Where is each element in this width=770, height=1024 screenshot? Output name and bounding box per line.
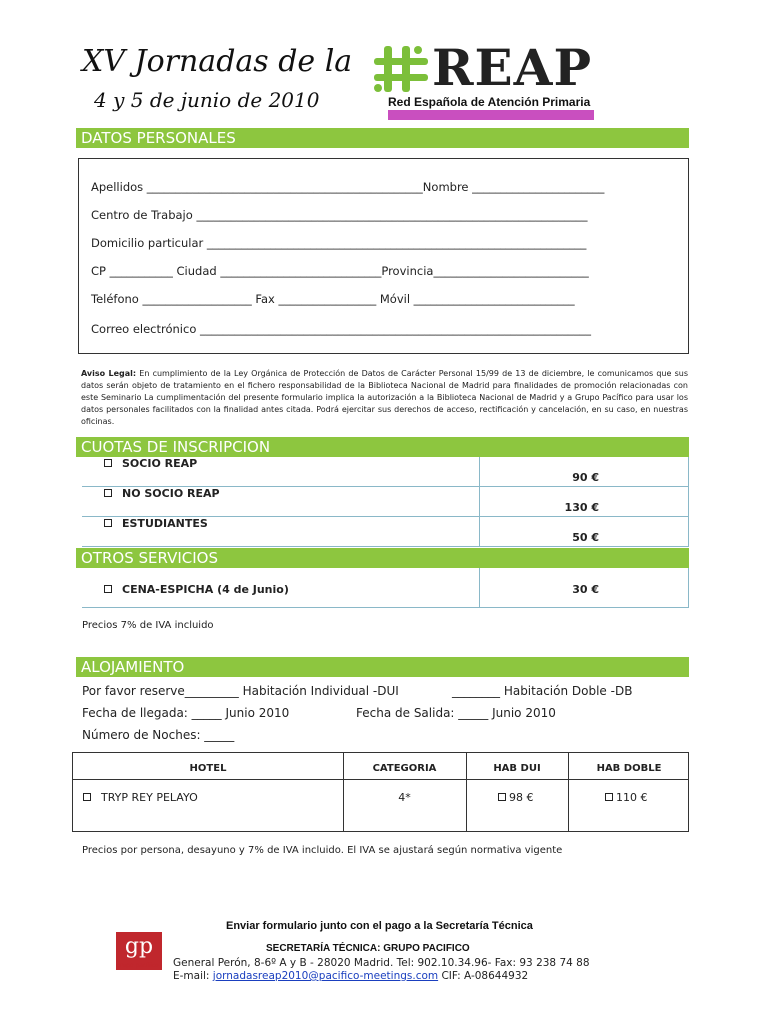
- secretaria-title: SECRETARÍA TÉCNICA: GRUPO PACIFICO: [266, 943, 470, 954]
- fee-option[interactable]: [104, 583, 289, 596]
- grupo-pacifico-logo-sub: grupo pacífico: [116, 962, 159, 969]
- reap-logo-bar: [388, 110, 594, 120]
- section-otros-servicios: OTROS SERVICIOS: [76, 548, 689, 568]
- th-hab-doble: HAB DOBLE: [596, 763, 662, 774]
- legal-label: Aviso Legal:: [81, 369, 137, 378]
- fee-label: NO SOCIO REAP: [122, 487, 220, 500]
- checkbox-icon[interactable]: [605, 793, 613, 801]
- fee-row: [82, 457, 689, 487]
- fecha-salida[interactable]: Fecha de Salida: _____ Junio 2010: [356, 706, 556, 720]
- th-hotel: HOTEL: [189, 763, 227, 774]
- fee-option[interactable]: [104, 517, 208, 530]
- fee-row: [82, 578, 689, 608]
- section-alojamiento: ALOJAMIENTO: [76, 657, 689, 677]
- numero-noches[interactable]: Número de Noches: _____: [82, 728, 235, 742]
- section-datos-personales: DATOS PERSONALES: [76, 128, 689, 148]
- td-hotel[interactable]: [83, 791, 198, 804]
- fee-row: [82, 487, 689, 517]
- hab-dui-price: 98 €: [509, 791, 534, 804]
- checkbox-icon[interactable]: [83, 793, 91, 801]
- th-categoria: CATEGORIA: [372, 763, 437, 774]
- address-line: General Perón, 8-6º A y B - 28020 Madrid. Tel: 902.10.34.96- Fax: 93 238 74 88: [173, 957, 590, 969]
- reserve-doble[interactable]: ________ Habitación Doble -DB: [452, 684, 633, 698]
- reserve-individual[interactable]: Por favor reserve_________ Habitación Individual -DUI: [82, 684, 399, 698]
- iva-note: Precios 7% de IVA incluido: [82, 620, 214, 631]
- checkbox-icon[interactable]: [104, 459, 112, 467]
- fee-option[interactable]: [104, 457, 197, 470]
- email-link[interactable]: jornadasreap2010@pacifico-meetings.com: [212, 970, 439, 982]
- hotel-table-header-line: [73, 779, 688, 780]
- fee-label: ESTUDIANTES: [122, 517, 208, 530]
- field-telefono-fax-movil[interactable]: Teléfono ___________________ Fax _________________ Móvil ____________________________: [91, 292, 575, 306]
- fee-label: SOCIO REAP: [122, 457, 198, 470]
- hab-doble-price: 110 €: [616, 791, 648, 804]
- event-title: XV Jornadas de la: [82, 44, 353, 79]
- checkbox-icon[interactable]: [104, 489, 112, 497]
- checkbox-icon[interactable]: [498, 793, 506, 801]
- fee-label: CENA-ESPICHA (4 de Junio): [122, 583, 289, 596]
- th-hab-dui: HAB DUI: [493, 763, 541, 774]
- grupo-pacifico-logo: gp: [116, 932, 162, 970]
- cif: CIF: A-08644932: [438, 970, 529, 982]
- send-instructions: Enviar formulario junto con el pago a la Secretaría Técnica: [226, 920, 533, 932]
- field-centro-trabajo[interactable]: Centro de Trabajo ____________________________________________________________________: [91, 208, 588, 222]
- fee-price: 30 €: [572, 583, 599, 596]
- field-domicilio[interactable]: Domicilio particular __________________________________________________________________: [91, 236, 587, 250]
- fee-option[interactable]: [104, 487, 220, 500]
- reap-logo-mark-icon: [372, 44, 430, 94]
- hotel-table: [72, 752, 689, 832]
- secretaria-address: [173, 957, 590, 983]
- td-hab-dui[interactable]: [498, 791, 534, 804]
- checkbox-icon[interactable]: [104, 519, 112, 527]
- field-cp-ciudad-provincia[interactable]: CP ___________ Ciudad ____________________________Provincia___________________________: [91, 264, 589, 278]
- hotel-name: TRYP REY PELAYO: [101, 791, 198, 804]
- legal-text: En cumplimiento de la Ley Orgánica de Protección de Datos de Carácter Personal 15/99 de 13 de diciembre, le comunicamos que sus datos serán objeto de tratamiento en el fichero responsabilidad de la Biblioteca Nacional de Madrid para finalidades de promoción relacionadas con este Seminario La cumplimentación del presente formulario implica la autorización a la Biblioteca Nacional de Madrid y a Grupo Pacífico para usar los datos personales facilitados con la finalidad antes citada. Podrá ejercitar sus derechos de acceso, rectificación y cancelación, en su caso, en nuestras oficinas.: [81, 369, 688, 426]
- legal-notice: [81, 368, 688, 428]
- checkbox-icon[interactable]: [104, 585, 112, 593]
- section-cuotas: CUOTAS DE INSCRIPCION: [76, 437, 689, 457]
- email-label: E-mail:: [173, 970, 213, 982]
- reap-logo-text: REAP: [432, 38, 593, 97]
- fee-price: 130 €: [564, 501, 599, 514]
- fee-price: 50 €: [572, 531, 599, 544]
- event-date: 4 y 5 de junio de 2010: [94, 88, 320, 112]
- field-apellidos-nombre[interactable]: Apellidos ________________________________________________Nombre _______________________: [91, 180, 605, 194]
- td-categoria: 4*: [398, 791, 411, 804]
- fecha-llegada[interactable]: Fecha de llegada: _____ Junio 2010: [82, 706, 290, 720]
- fee-price: 90 €: [572, 471, 599, 484]
- alojamiento-note: Precios por persona, desayuno y 7% de IVA incluido. El IVA se ajustará según normativa vigente: [82, 845, 563, 856]
- td-hab-doble[interactable]: [605, 791, 648, 804]
- field-correo[interactable]: Correo electrónico ____________________________________________________________________: [91, 322, 592, 336]
- contact-line: [173, 970, 590, 983]
- reap-logo-subtitle: Red Española de Atención Primaria: [388, 95, 591, 109]
- fee-row: [82, 517, 689, 547]
